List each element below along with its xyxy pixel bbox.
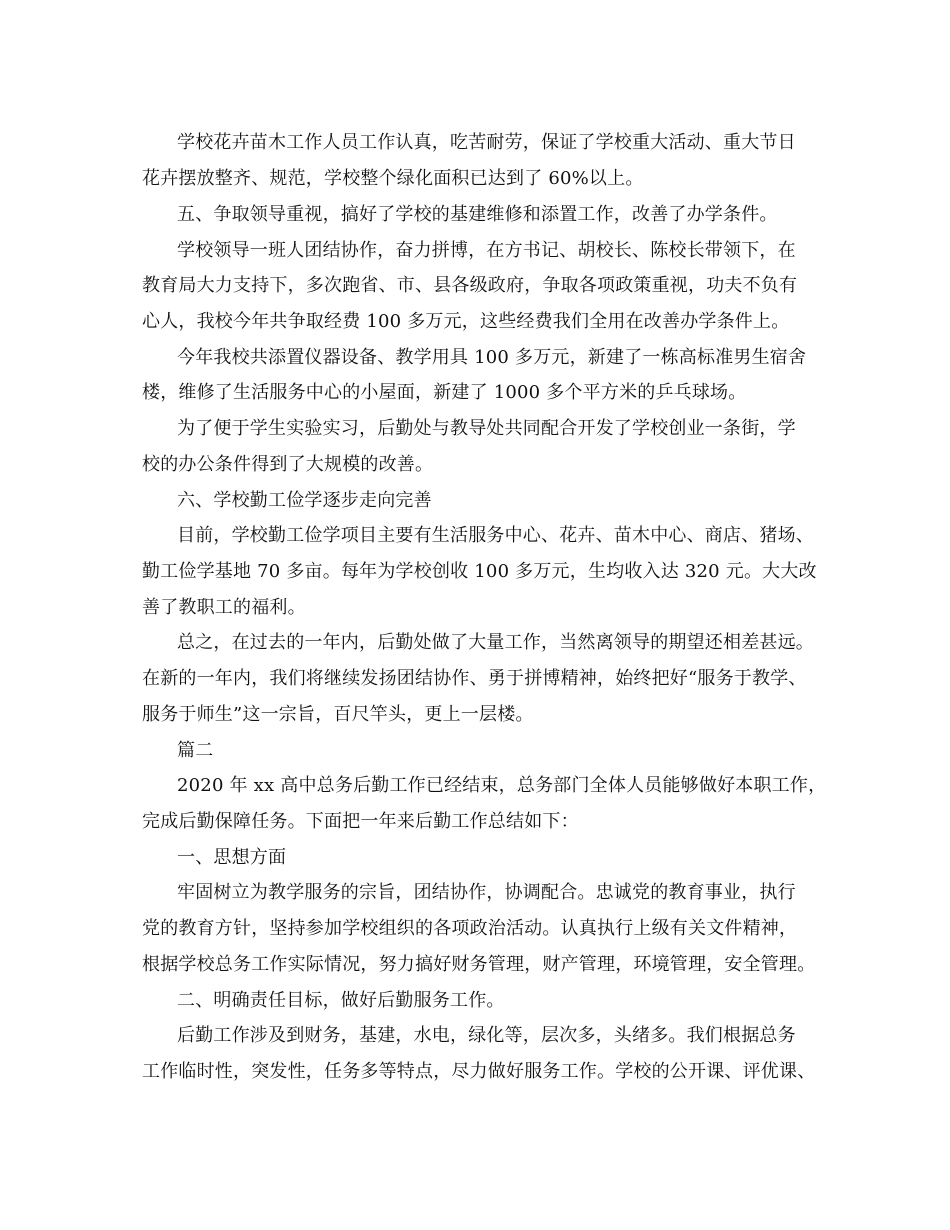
text-line: 根据学校总务工作实际情况，努力搞好财务管理，财产管理，环境管理，安全管理。 (142, 954, 816, 975)
text-line: 在新的一年内，我们将继续发扬团结协作、勇于拼博精神，始终把好“服务于教学、 (142, 668, 807, 689)
text-line: 学校领导一班人团结协作，奋力拼博，在方书记、胡校长、陈校长带领下，在 (177, 240, 796, 261)
text-line: 为了便于学生实验实习，后勤处与教导处共同配合开发了学校创业一条街，学 (177, 418, 796, 439)
text-line: 花卉摆放整齐、规范，学校整个绿化面积已达到了 60%以上。 (142, 168, 644, 189)
section-heading: 五、争取领导重视，搞好了学校的基建维修和添置工作，改善了办学条件。 (177, 204, 778, 225)
text-line: 工作临时性，突发性，任务多等特点，尽力做好服务工作。学校的公开课、评优课、 (142, 1061, 816, 1082)
text-line: 牢固树立为教学服务的宗旨，团结协作，协调配合。忠诚党的教育事业，执行 (177, 882, 796, 903)
text-line: 今年我校共添置仪器设备、教学用具 100 多万元，新建了一栋高标准男生宿舍 (177, 347, 807, 368)
text-line: 2020 年 xx 高中总务后勤工作已经结束，总务部门全体人员能够做好本职工作， (177, 775, 827, 796)
section-heading: 二、明确责任目标，做好后勤服务工作。 (177, 990, 505, 1011)
section-heading: 六、学校勤工俭学逐步走向完善 (177, 490, 432, 511)
text-line: 后勤工作涉及到财务，基建，水电，绿化等，层次多，头绪多。我们根据总务 (177, 1025, 796, 1046)
section-heading: 篇二 (177, 740, 214, 761)
text-line: 学校花卉苗木工作人员工作认真，吃苦耐劳，保证了学校重大活动、重大节日 (177, 132, 796, 153)
text-line: 楼，维修了生活服务中心的小屋面，新建了 1000 多个平方米的乒乓球场。 (142, 382, 747, 403)
text-line: 校的办公条件得到了大规模的改善。 (142, 454, 434, 475)
text-line: 服务于师生”这一宗旨，百尺竿头，更上一层楼。 (142, 704, 534, 725)
text-line: 勤工俭学基地 70 多亩。每年为学校创收 100 多万元，生均收入达 320 元。大大改 (142, 561, 817, 582)
text-line: 目前，学校勤工俭学项目主要有生活服务中心、花卉、苗木中心、商店、猪场、 (177, 525, 814, 546)
text-line: 党的教育方针，坚持参加学校组织的各项政治活动。认真执行上级有关文件精神， (142, 918, 798, 939)
text-line: 善了教职工的福利。 (142, 597, 306, 618)
text-line: 完成后勤保障任务。下面把一年来后勤工作总结如下： (142, 811, 579, 832)
text-line: 心人，我校今年共争取经费 100 多万元，这些经费我们全用在改善办学条件上。 (142, 311, 790, 332)
text-line: 总之，在过去的一年内，后勤处做了大量工作，当然离领导的期望还相差甚远。 (177, 632, 814, 653)
text-line: 教育局大力支持下，多次跑省、市、县各级政府，争取各项政策重视，功夫不负有 (142, 275, 798, 296)
section-heading: 一、思想方面 (177, 847, 287, 868)
